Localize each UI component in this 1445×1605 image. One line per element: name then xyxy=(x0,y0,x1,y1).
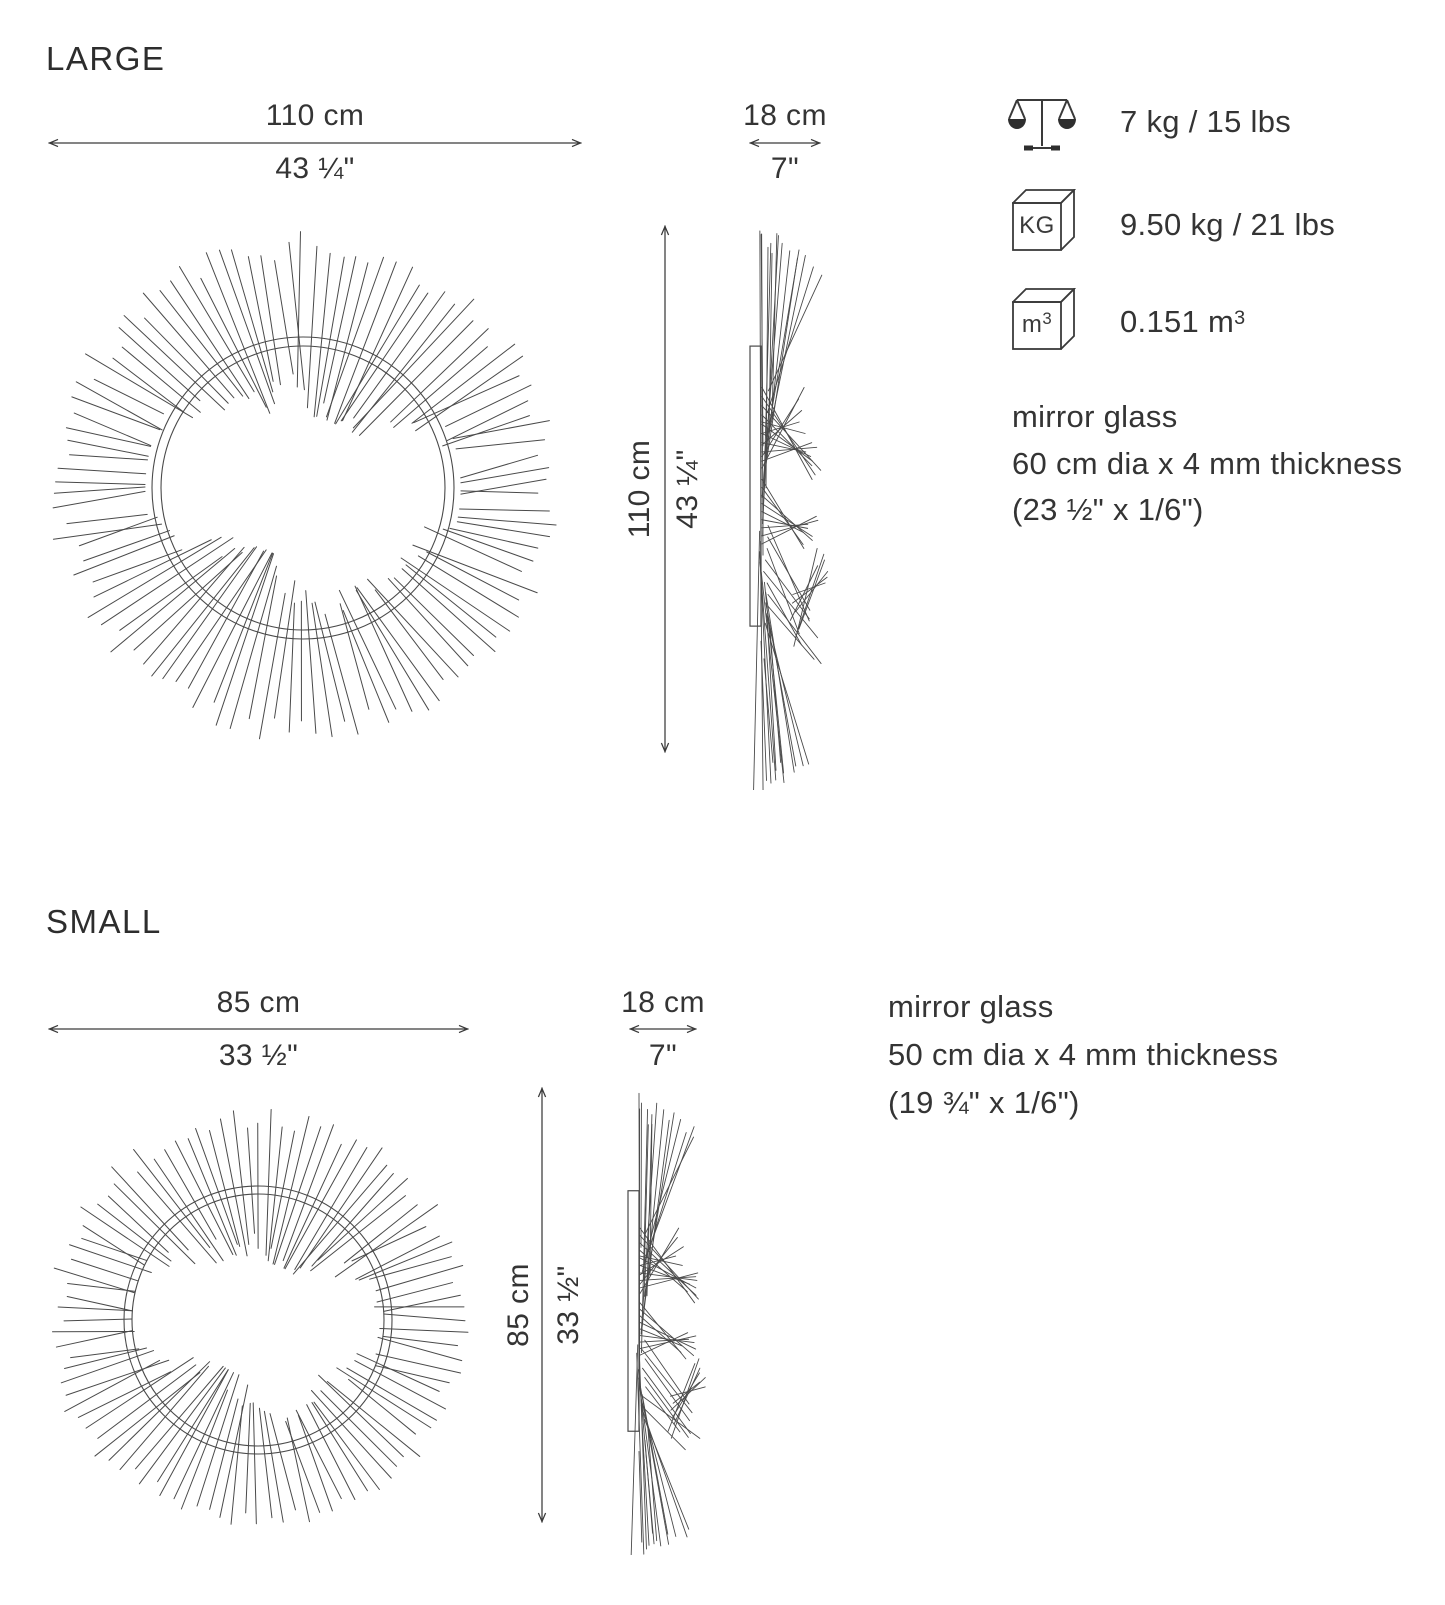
dim-line-small-width xyxy=(47,1023,470,1035)
m3-cube-sup: 3 xyxy=(1042,309,1053,329)
volume-value-sup: 3 xyxy=(1234,306,1246,329)
dim-large-width-in: 43 ¼" xyxy=(275,152,355,185)
dim-small-width-in: 33 ½" xyxy=(218,1039,299,1072)
volume-value-text: 0.151 m xyxy=(1120,304,1235,339)
dim-line-large-depth xyxy=(748,137,822,149)
dim-small-height-in: 33 ½" xyxy=(552,1265,585,1345)
small-front-view-drawing xyxy=(28,1090,488,1550)
large-glass-spec-line2: 60 cm dia x 4 mm thickness xyxy=(1012,446,1403,481)
dim-small-height-cm: 85 cm xyxy=(502,1263,535,1347)
dim-small-depth-in: 7" xyxy=(648,1039,678,1072)
section-title-small: SMALL xyxy=(46,903,162,940)
small-side-view-drawing xyxy=(578,1088,728,1555)
dim-large-depth-cm: 18 cm xyxy=(743,99,827,132)
small-glass-spec-line1: mirror glass xyxy=(888,989,1054,1024)
kg-cube-text: KG xyxy=(1019,212,1055,239)
packed-weight-value: 9.50 kg / 21 lbs xyxy=(1120,207,1336,242)
small-glass-spec-line3: (19 ¾" x 1/6") xyxy=(888,1085,1080,1120)
dim-large-height-cm: 110 cm xyxy=(623,439,656,539)
dim-line-large-width xyxy=(47,137,583,149)
m3-cube-text: m xyxy=(1021,311,1043,338)
kg-cube-label xyxy=(1013,203,1061,249)
weight-value: 7 kg / 15 lbs xyxy=(1120,104,1292,139)
m3-cube-label xyxy=(1013,302,1061,348)
large-front-view-drawing xyxy=(25,200,605,780)
balance-scale-icon xyxy=(1006,94,1078,154)
dim-line-small-depth xyxy=(628,1023,698,1035)
large-glass-spec-line3: (23 ½" x 1/6") xyxy=(1012,492,1204,527)
section-title-large: LARGE xyxy=(46,40,166,77)
dim-large-height-in: 43 ¼" xyxy=(671,449,704,529)
dim-small-width-cm: 85 cm xyxy=(216,986,301,1019)
volume-value xyxy=(1120,304,1245,340)
dim-large-width-cm: 110 cm xyxy=(265,99,365,132)
large-side-view-drawing xyxy=(700,215,850,790)
small-glass-spec-line2: 50 cm dia x 4 mm thickness xyxy=(888,1037,1279,1072)
dim-small-depth-cm: 18 cm xyxy=(621,986,705,1019)
dim-large-depth-in: 7" xyxy=(770,152,800,185)
large-glass-spec-line1: mirror glass xyxy=(1012,399,1178,434)
